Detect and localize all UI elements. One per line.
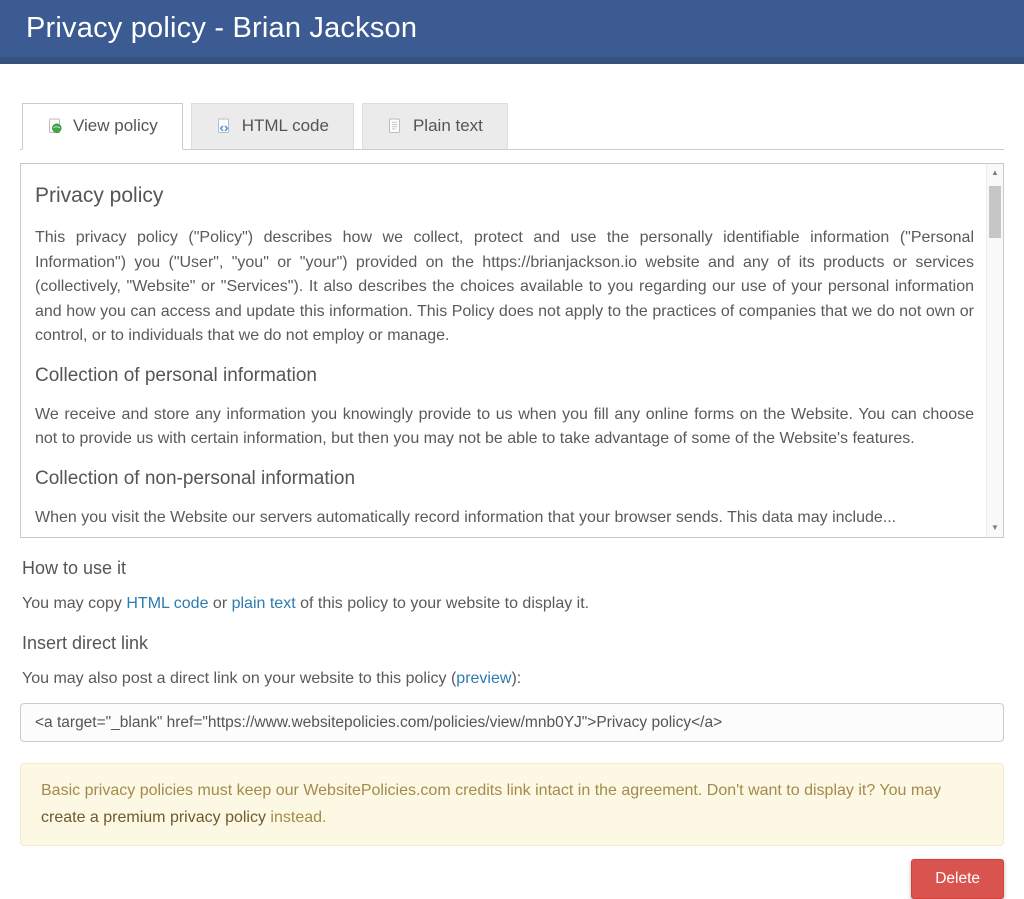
policy-viewer [20,163,1004,538]
page-header [0,0,1024,64]
policy-section-heading: Collection of non-personal information [35,467,356,489]
direct-link-suffix: ): [511,670,522,687]
tab-bar [20,103,1004,150]
how-to-use-line [22,595,1004,613]
how-to-use-prefix: You may copy [22,595,127,612]
scrollbar-thumb[interactable] [989,186,1001,238]
tab-label: View policy [73,116,158,135]
view-policy-icon [47,118,63,134]
policy-section-paragraph: When you visit the Website our servers automatically record information that your browser sends. This data may include... [35,508,897,526]
premium-policy-link[interactable]: create a premium privacy policy [41,808,266,826]
plain-text-icon [387,118,403,134]
tab-label: Plain text [412,116,483,135]
tab-html-code[interactable] [191,103,354,150]
plain-text-link[interactable]: plain text [231,595,296,612]
insert-direct-link-heading: Insert direct link [22,633,149,653]
policy-doc-title: Privacy policy [35,184,164,207]
policy-document [21,164,986,537]
policy-scrollbar[interactable] [986,164,1003,537]
alert-suffix: instead. [265,808,327,826]
tab-view-policy[interactable] [22,103,183,150]
how-to-use-suffix: of this policy to your website to display it. [295,595,590,612]
scroll-up-icon[interactable]: ▲ [991,168,999,177]
tab-plain-text[interactable] [362,103,508,150]
policy-intro-paragraph: This privacy policy ("Policy") describes how we collect, protect and use the personally identifiable information ("Personal Information") you ("User", "you" or "your") provided on the https://brianjackson.io website and any of its products or services (collectively, "Website" or "Services"). It also describes the choices available to you regarding our use of your personal information and how you can access and update this information. This Policy does not apply to the practices of companies that we do not own or control, or to individuals that we do not employ or manage. [35,229,974,344]
direct-link-line [22,670,1004,688]
html-code-icon [216,118,232,134]
how-to-use-heading: How to use it [22,558,127,578]
direct-link-prefix: You may also post a direct link on your website to this policy ( [22,670,457,687]
direct-link-snippet-input[interactable] [20,703,1004,742]
preview-link[interactable]: preview [456,670,512,687]
page-title: Privacy policy - Brian Jackson [26,12,418,44]
policy-section-paragraph: We receive and store any information you knowingly provide to us when you fill any online forms on the Website. You can choose not to provide us with certain information, but then you may not be able to take advantage of some of the Website's features. [35,405,974,447]
delete-button[interactable]: Delete [911,859,1004,899]
policy-section-heading: Collection of personal information [35,364,317,386]
action-bar [20,859,1004,899]
scroll-down-icon[interactable]: ▼ [991,523,999,532]
how-to-use-middle: or [208,595,232,612]
credits-warning-alert [20,763,1004,846]
alert-prefix: Basic privacy policies must keep our WebsitePolicies.com credits link intact in the agreement. Don't want to display it? You may [41,782,942,799]
tab-label: HTML code [241,116,329,135]
html-code-link[interactable]: HTML code [126,595,209,612]
main-content [20,103,1004,899]
